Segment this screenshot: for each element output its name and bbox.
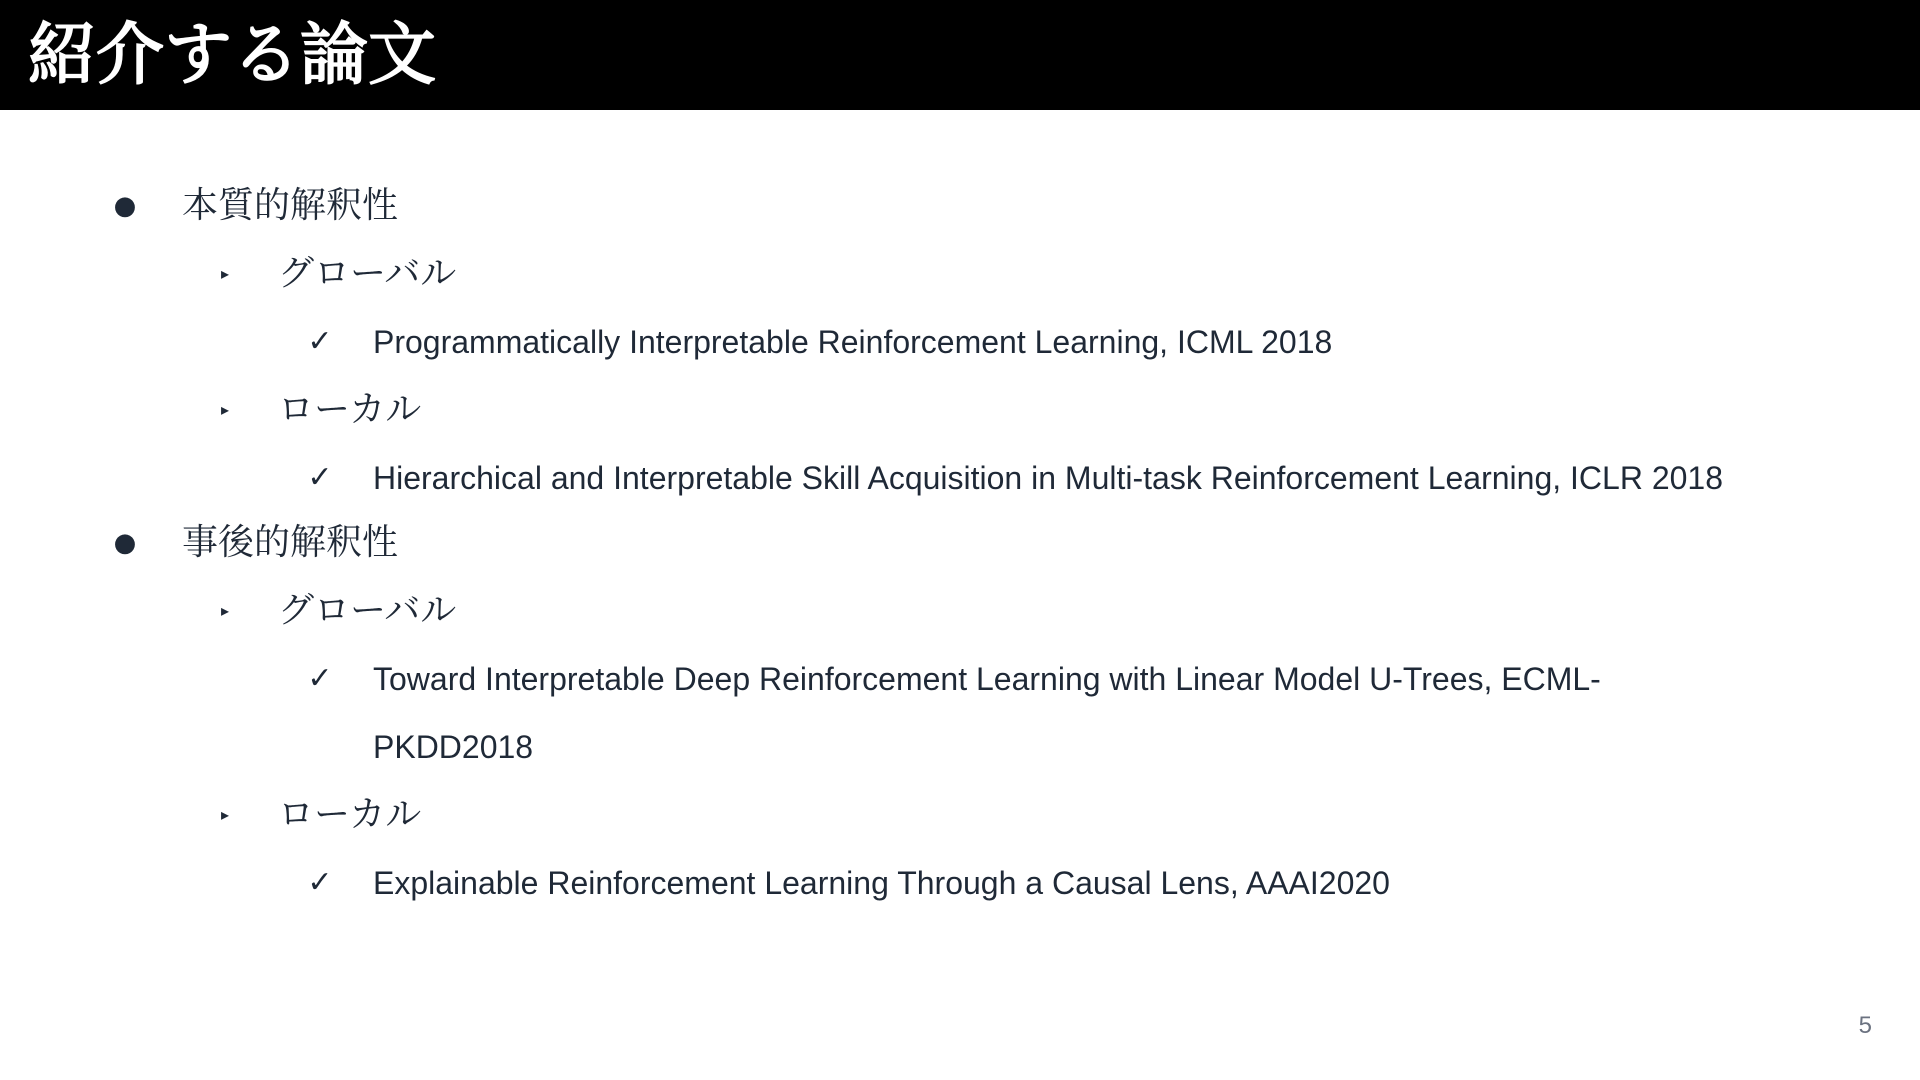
triangle-bullet-icon: ▸ xyxy=(220,601,230,620)
section-label: 本質的解釈性 xyxy=(182,185,399,226)
checkmark-icon: ✓ xyxy=(307,324,333,359)
checkmark-icon: ✓ xyxy=(307,865,333,900)
triangle-bullet-icon: ▸ xyxy=(220,400,230,419)
bullet-dot-icon: ● xyxy=(113,528,137,558)
triangle-bullet-icon: ▸ xyxy=(220,264,230,283)
checkmark-icon: ✓ xyxy=(307,661,333,696)
slide-title: 紹介する論文 xyxy=(28,16,437,95)
paper-citation: Explainable Reinforcement Learning Through a Causal Lens, AAAI2020 xyxy=(373,865,1390,901)
group-label: ローカル xyxy=(278,794,422,835)
group-label: グローバル xyxy=(278,590,457,631)
checkmark-icon: ✓ xyxy=(307,460,333,495)
section-label: 事後的解釈性 xyxy=(182,522,399,563)
bullet-dot-icon: ● xyxy=(113,191,137,221)
paper-citation-line: PKDD2018 xyxy=(373,729,534,765)
paper-citation: Hierarchical and Interpretable Skill Acquisition in Multi-task Reinforcement Learning, ICLR 2018 xyxy=(373,460,1723,496)
group-label: グローバル xyxy=(278,253,457,294)
group-label: ローカル xyxy=(278,389,422,430)
paper-citation: Toward Interpretable Deep Reinforcement Learning with Linear Model U-Trees, ECML- xyxy=(373,661,1601,697)
triangle-bullet-icon: ▸ xyxy=(220,805,230,824)
paper-citation: Programmatically Interpretable Reinforcement Learning, ICML 2018 xyxy=(373,324,1333,360)
page-number: 5 xyxy=(1858,1012,1872,1039)
